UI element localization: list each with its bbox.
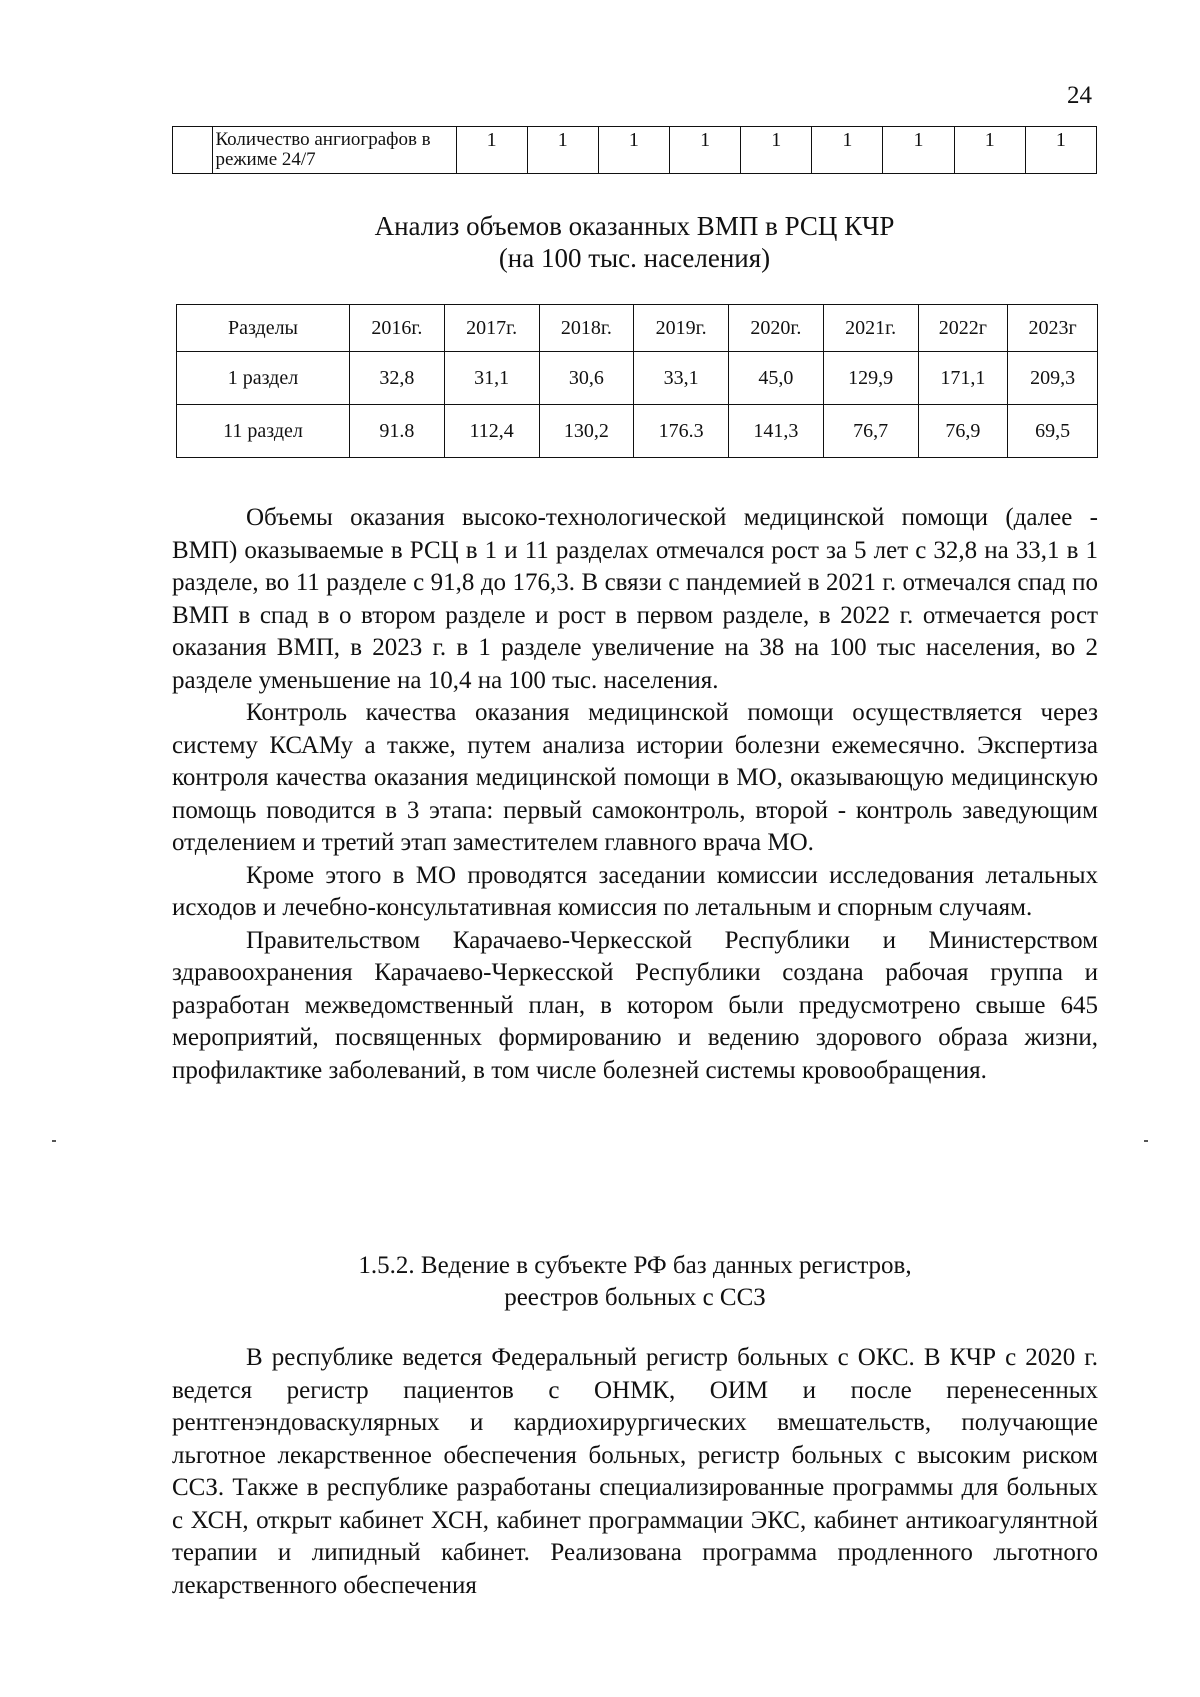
table-row [177,352,1098,405]
table-cell-label: Количество ангиографов в режиме 24/7 [213,127,456,174]
table-header-cell: 2017г. [444,305,539,352]
paragraph: Контроль качества оказания медицинской помощи осуществляется через систему КСАМу а также, путем анализа истории болезни ежемесячно. Экспертиза контроля качества оказания медицинской помощи в МО, оказывающую медицинскую помощь поводится в 3 этапа: первый самоконтроль, второй - контроль заведующим отделением и третий этап заместителем главного врача МО. [172,699,1098,856]
table-cell: 45,0 [729,352,824,405]
table-cell: 30,6 [539,352,634,405]
table-header-cell: Разделы [177,305,350,352]
table-cell-value: 1 [1025,127,1096,174]
table-cell-value: 1 [456,127,527,174]
table-title [172,210,1097,274]
body-text-section [172,502,1098,1087]
table-cell-value: 1 [954,127,1025,174]
table-cell-label: 1 раздел [177,352,350,405]
paragraph: Кроме этого в МО проводятся заседании комиссии исследования летальных исходов и лечебно-консультативная комиссия по летальным и спорным случаям. [172,861,1098,921]
table-title-line: Анализ объемов оказанных ВМП в РСЦ КЧР [374,211,895,241]
table-cell: 31,1 [444,352,539,405]
table-cell-value: 1 [741,127,812,174]
table-header-cell: 2022г [918,305,1008,352]
table-cell-value: 1 [598,127,669,174]
table-cell-empty [173,127,213,174]
vmp-volume-table [176,304,1098,458]
scan-artifact [52,1140,56,1142]
table-cell: 209,3 [1008,352,1098,405]
page-number: 24 [1067,82,1092,109]
table-row [173,127,1097,174]
paragraph: В республике ведется Федеральный регистр больных с ОКС. В КЧР с 2020 г. ведется регистр пациентов с ОНМК, ОИМ и после перенесенных рентгенэндоваскулярных и кардиохирургических вмешательств, получающие льготное лекарственное обеспечения больных, регистр больных с высоким риском ССЗ. Также в республике разработаны специализированные программы для больных с ХСН, открыт кабинет ХСН, кабинет программации ЭКС, кабинет антикоагулянтной терапии и липидный кабинет. Реализована программа продленного льготного лекарственного обеспечения [172,1344,1098,1599]
table-cell: 141,3 [729,405,824,458]
paragraph: Объемы оказания высоко-технологической медицинской помощи (далее - ВМП) оказываемые в РСЦ в 1 и 11 разделах отмечался рост за 5 лет с 32,8 на 33,1 в 1 разделе, во 11 разделе с 91,8 до 176,3. В связи с пандемией в 2021 г. отмечался спад по ВМП в спад в о втором разделе и рост в первом разделе, в 2022 г. отмечается рост оказания ВМП, в 2023 г. в 1 разделе увеличение на 38 на 100 тыс населения, во 2 разделе уменьшение на 10,4 на 100 тыс. населения. [172,504,1098,694]
table-row [177,405,1098,458]
table-header-cell: 2016г. [350,305,445,352]
table-header-cell: 2023г [1008,305,1098,352]
body-text-section [172,1342,1098,1602]
table-cell: 69,5 [1008,405,1098,458]
table-header-cell: 2019г. [634,305,729,352]
table-cell: 91.8 [350,405,445,458]
paragraph: Правительством Карачаево-Черкесской Республики и Министерством здравоохранения Карачаево-Черкесской Республики создана рабочая группа и разработан межведомственный план, в котором были предусмотрено свыше 645 мероприятий, посвященных формированию и ведению здорового образа жизни, профилактике заболеваний, в том числе болезней системы кровообращения. [172,926,1098,1084]
table-title-line: (на 100 тыс. населения) [498,243,771,273]
scan-artifact [1144,1140,1148,1142]
table-cell-value: 1 [812,127,883,174]
section-heading-line: реестров больных с ССЗ [504,1284,766,1311]
angiograph-table [172,126,1097,174]
table-cell: 76,9 [918,405,1008,458]
table-cell: 171,1 [918,352,1008,405]
table-cell: 112,4 [444,405,539,458]
section-heading [172,1250,1098,1314]
table-cell-value: 1 [669,127,740,174]
table-header-cell: 2018г. [539,305,634,352]
table-cell-value: 1 [883,127,954,174]
table-cell: 130,2 [539,405,634,458]
table-cell: 33,1 [634,352,729,405]
table-cell: 176.3 [634,405,729,458]
table-cell-label: 11 раздел [177,405,350,458]
table-cell: 76,7 [823,405,918,458]
table-header-cell: 2020г. [729,305,824,352]
table-cell: 32,8 [350,352,445,405]
table-header-row [177,305,1098,352]
section-heading-line: 1.5.2. Ведение в субъекте РФ баз данных регистров, [358,1252,912,1279]
table-header-cell: 2021г. [823,305,918,352]
table-cell-value: 1 [527,127,598,174]
table-cell: 129,9 [823,352,918,405]
